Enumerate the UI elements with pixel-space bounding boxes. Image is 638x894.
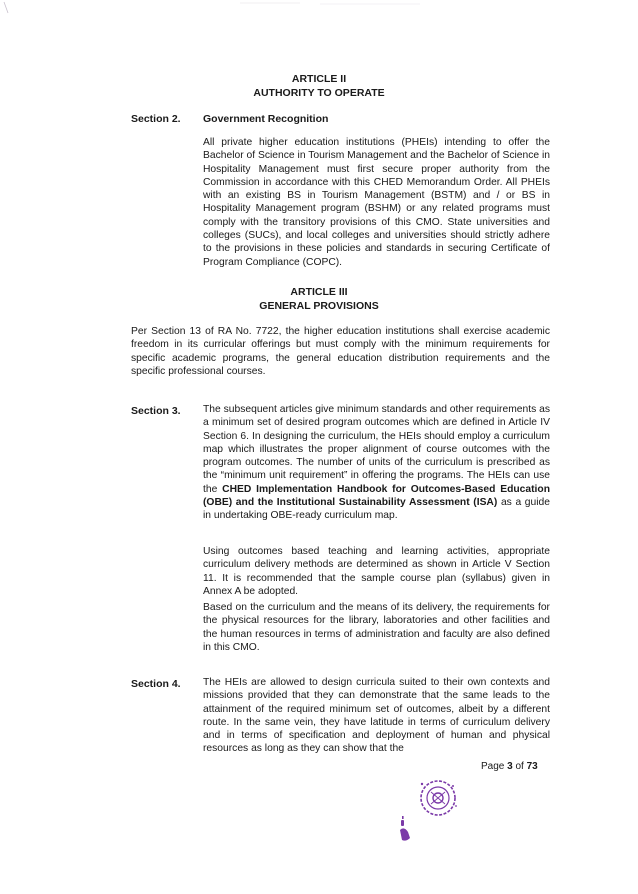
official-seal-stamp-icon (398, 776, 478, 848)
section-3-paragraph-1 (203, 403, 550, 523)
article-3-intro-paragraph: Per Section 13 of RA No. 7722, the higher education institutions shall exercise academic freedom in its curricular offerings but must comply with the minimum requirements for specific academic programs, the general education distribution requirements and the specific professional courses. (131, 326, 550, 377)
article-3-number: ARTICLE III (290, 286, 348, 298)
section-2-label: Section 2. (131, 113, 181, 125)
section-3-paragraph-2: Using outcomes based teaching and learning activities, appropriate curriculum delivery methods are determined as shown in Article V Section 11. It is recommended that the sample course plan (syllabus) given in Annex A be adopted. (203, 546, 550, 597)
page-of-word: of (515, 761, 524, 772)
section-3-handbook-reference: CHED Implementation Handbook for Outcomes-Based Education (OBE) and the Institutional Sustainability Assessment (ISA) (203, 483, 550, 509)
scan-artifact-marks (0, 0, 638, 14)
section-4-label: Section 4. (131, 678, 181, 690)
section-3-paragraph-3: Based on the curriculum and the means of its delivery, the requirements for the physical resources for the library, laboratories and other facilities and the human resources in terms of administration and faculty are also defined in this CMO. (203, 602, 550, 653)
page-number (481, 760, 538, 773)
article-3-title: GENERAL PROVISIONS (259, 300, 379, 312)
section-3-paragraph-1-text-b: as a guide in undertaking OBE-ready curriculum map. (203, 497, 550, 522)
page-word: Page (481, 761, 505, 772)
section-3-label: Section 3. (131, 405, 181, 417)
article-2-title: AUTHORITY TO OPERATE (253, 87, 385, 99)
article-2-number: ARTICLE II (291, 73, 347, 85)
page-total: 73 (526, 761, 538, 772)
section-3-paragraph-1-text-a: The subsequent articles give minimum standards and other requirements as a minimum set of desired program outcomes which are defined in Article IV Section 6. In designing the curriculum, the HEIs should employ a curriculum map which illustrates the proper alignment of course outcomes with the program outcomes. The number of units of the curriculum is prescribed as the “minimum unit requirement” in offering the programs. The HEIs can use the (203, 404, 550, 495)
section-4-paragraph: The HEIs are allowed to design curricula suited to their own contexts and missions provided that they can demonstrate that the same leads to the attainment of the required minimum set of outcomes, albeit by a different route. In the same vein, they have latitude in terms of curriculum delivery and in terms of specification and deployment of human and physical resources as long as they can show that the (203, 677, 550, 755)
section-2-paragraph: All private higher education institutions (PHEIs) intending to offer the Bachelor of Science in Tourism Management and the Bachelor of Science in Hospitality Management must first secure proper authority from the Commission in accordance with this CHED Memorandum Order. All PHEIs with an existing BS in Tourism Management (BSTM) and / or BS in Hospitality Management program (BSHM) or any related programs must comply with the transitory provisions of this CMO. State universities and colleges (SUCs), and local colleges and universities should strictly adhere to the provisions in these policies and standards in securing Certificate of Program Compliance (COPC). (203, 137, 550, 268)
section-2-title: Government Recognition (203, 113, 329, 125)
page-current: 3 (507, 761, 513, 772)
